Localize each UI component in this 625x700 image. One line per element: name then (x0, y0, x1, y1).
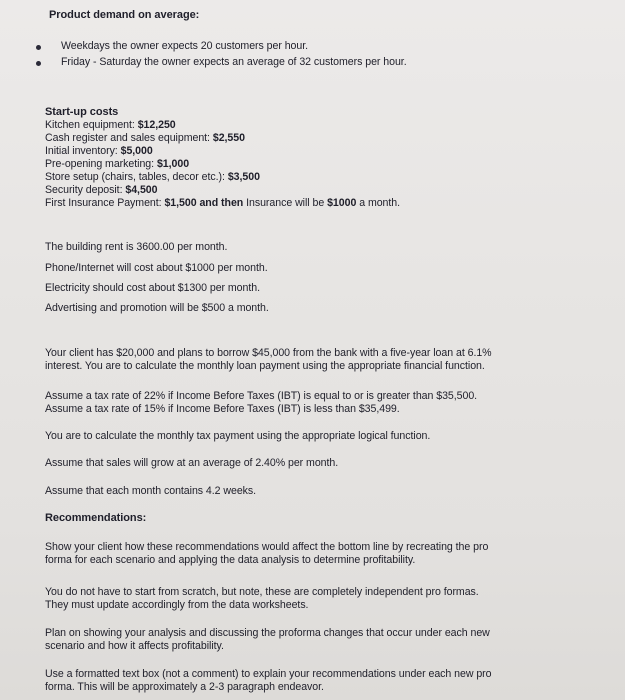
recommendation-text: They must update accordingly from the data worksheets. (45, 599, 309, 611)
startup-item: Initial inventory: $5,000 (45, 145, 153, 157)
expense-advertising: Advertising and promotion will be $500 a month. (45, 302, 269, 314)
startup-item: Cash register and sales equipment: $2,550 (45, 132, 245, 144)
expense-rent: The building rent is 3600.00 per month. (45, 241, 228, 253)
loan-text: Your client has $20,000 and plans to borrow $45,000 from the bank with a five-year loan at 6.1% (45, 347, 492, 359)
startup-item: Store setup (chairs, tables, decor etc.): $3,500 (45, 171, 260, 183)
recommendation-text: Use a formatted text box (not a comment) to explain your recommendations under each new pro (45, 668, 492, 680)
startup-item: First Insurance Payment: $1,500 and then Insurance will be $1000 a month. (45, 197, 401, 209)
bullet-dot (36, 45, 41, 50)
startup-item: Kitchen equipment: $12,250 (45, 119, 176, 131)
tax-rate-text: Assume a tax rate of 22% if Income Before Taxes (IBT) is equal to or is greater than $35,500. (45, 390, 478, 402)
startup-heading: Start-up costs (45, 106, 119, 118)
demand-bullet-weekdays: Weekdays the owner expects 20 customers per hour. (61, 40, 309, 52)
startup-item: Pre-opening marketing: $1,000 (45, 158, 190, 170)
recommendation-text: Show your client how these recommendations would affect the bottom line by recreating the pro (45, 541, 489, 553)
loan-text: interest. You are to calculate the monthly loan payment using the appropriate financial function. (45, 360, 485, 372)
weeks-text: Assume that each month contains 4.2 weeks. (45, 485, 257, 497)
recommendation-text: Plan on showing your analysis and discussing the proforma changes that occur under each new (45, 627, 490, 639)
bullet-dot (36, 61, 41, 66)
demand-bullet-weekend: Friday - Saturday the owner expects an average of 32 customers per hour. (61, 56, 407, 68)
growth-text: Assume that sales will grow at an average of 2.40% per month. (45, 457, 339, 469)
recommendations-heading: Recommendations: (45, 512, 147, 524)
tax-calc-text: You are to calculate the monthly tax payment using the appropriate logical function. (45, 430, 431, 442)
recommendation-text: forma for each scenario and applying the data analysis to determine profitability. (45, 554, 416, 566)
startup-item: Security deposit: $4,500 (45, 184, 158, 196)
tax-rate-text: Assume a tax rate of 15% if Income Before Taxes (IBT) is less than $35,499. (45, 403, 400, 415)
recommendation-text: scenario and how it affects profitability. (45, 640, 224, 652)
recommendation-text: You do not have to start from scratch, but note, these are completely independent pro formas. (45, 586, 479, 598)
expense-phone: Phone/Internet will cost about $1000 per month. (45, 262, 268, 274)
demand-heading: Product demand on average: (49, 9, 200, 21)
expense-electricity: Electricity should cost about $1300 per month. (45, 282, 260, 294)
recommendation-text: forma. This will be approximately a 2-3 paragraph endeavor. (45, 681, 324, 693)
